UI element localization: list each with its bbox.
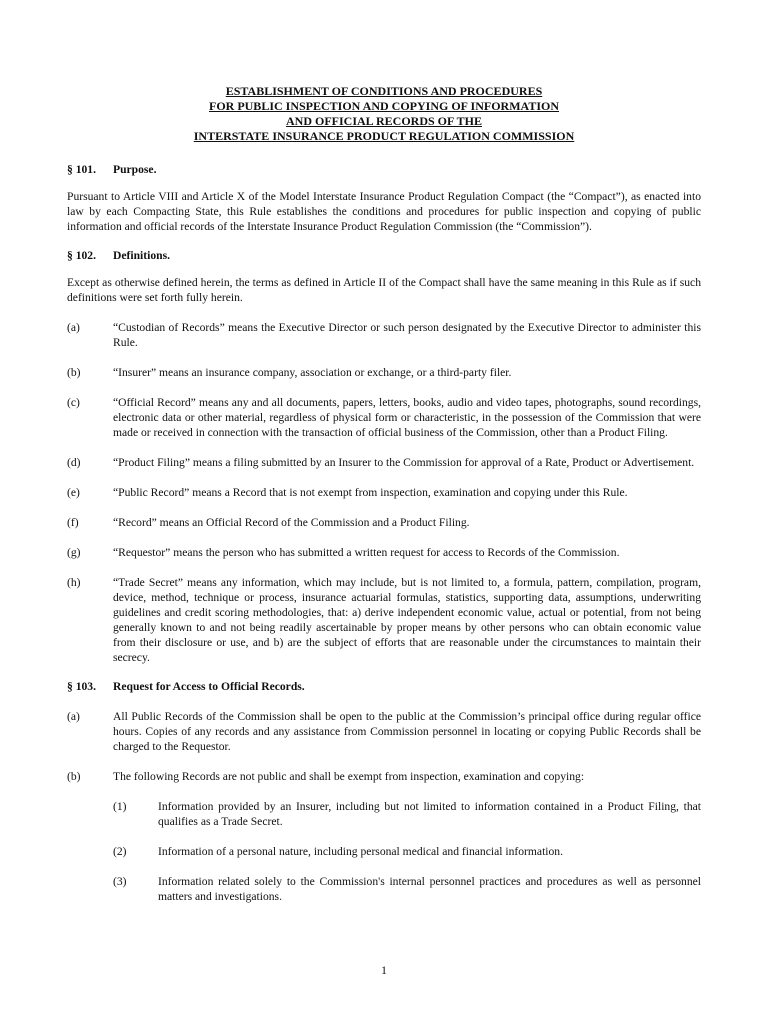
document-page — [67, 84, 701, 904]
document-title — [67, 84, 701, 144]
item-text: “Insurer” means an insurance company, association or exchange, or a third-party filer. — [113, 366, 512, 379]
section-number: § 103. — [67, 680, 96, 693]
item-text: “Official Record” means any and all documents, papers, letters, books, audio and video tapes, photographs, sound recordings, electronic data or other material, regardless of physical form or characteristic, in the possession of the Commission that were made or received in connection with the transaction of official business of the Commission, other than a Product Filing. — [113, 396, 701, 439]
exemption-subitem — [113, 799, 701, 829]
title-line: AND OFFICIAL RECORDS OF THE — [285, 114, 483, 128]
subitem-text: Information provided by an Insurer, including but not limited to information contained in a Product Filing, that qualifies as a Trade Secret. — [158, 800, 701, 828]
item-text: “Requestor” means the person who has submitted a written request for access to Records of the Commission. — [113, 546, 620, 559]
provision-item — [67, 769, 701, 784]
item-text: All Public Records of the Commission shall be open to the public at the Commission’s principal office during regular office hours. Copies of any records and any assistance from Commission personnel in locating or copying Public Records shall be charged to the Requestor. — [113, 710, 701, 753]
item-label: (d) — [67, 456, 81, 469]
section-number: § 101. — [67, 163, 96, 176]
exemption-subitem — [113, 874, 701, 904]
item-label: (a) — [67, 321, 80, 334]
section-101-heading — [67, 162, 701, 177]
title-line: FOR PUBLIC INSPECTION AND COPYING OF INFORMATION — [208, 99, 559, 113]
definition-item — [67, 395, 701, 440]
definition-item — [67, 515, 701, 530]
section-101-text: Pursuant to Article VIII and Article X of the Model Interstate Insurance Product Regulation Compact (the “Compact”), as enacted into law by each Compacting State, this Rule establishes the conditions and procedures for public inspection and copying of public information and official records of the Interstate Insurance Product Regulation Commission (the “Commission”). — [67, 190, 701, 233]
item-label: (b) — [67, 366, 81, 379]
title-line: INTERSTATE INSURANCE PRODUCT REGULATION COMMISSION — [193, 129, 575, 143]
provision-item — [67, 709, 701, 754]
section-title: Request for Access to Official Records. — [113, 680, 305, 693]
definition-item — [67, 545, 701, 560]
section-103-heading — [67, 679, 701, 694]
definition-item — [67, 320, 701, 350]
exemption-subitem — [113, 844, 701, 859]
definition-item — [67, 455, 701, 470]
definition-item — [67, 485, 701, 500]
item-text: “Public Record” means a Record that is not exempt from inspection, examination and copying under this Rule. — [113, 486, 628, 499]
item-label: (b) — [67, 770, 81, 783]
item-text: The following Records are not public and shall be exempt from inspection, examination and copying: — [113, 770, 585, 783]
page-number: 1 — [381, 963, 387, 977]
item-label: (a) — [67, 710, 80, 723]
subitem-text: Information related solely to the Commission's internal personnel practices and procedures as well as personnel matters and investigations. — [158, 875, 701, 903]
section-title: Definitions. — [113, 249, 171, 262]
section-number: § 102. — [67, 249, 96, 262]
section-title: Purpose. — [113, 163, 157, 176]
title-line: ESTABLISHMENT OF CONDITIONS AND PROCEDURES — [225, 84, 543, 98]
definition-item — [67, 365, 701, 380]
item-label: (e) — [67, 486, 80, 499]
subitem-label: (2) — [113, 845, 127, 858]
definition-item — [67, 575, 701, 665]
subitem-label: (3) — [113, 875, 127, 888]
subitem-label: (1) — [113, 800, 127, 813]
subitem-text: Information of a personal nature, including personal medical and financial information. — [158, 845, 564, 858]
item-text: “Custodian of Records” means the Executive Director or such person designated by the Executive Director to administer this Rule. — [113, 321, 701, 349]
item-label: (c) — [67, 396, 80, 409]
item-text: “Record” means an Official Record of the Commission and a Product Filing. — [113, 516, 470, 529]
item-label: (g) — [67, 546, 81, 559]
item-text: “Trade Secret” means any information, which may include, but is not limited to, a formula, pattern, compilation, program, device, method, technique or process, insurance actuarial formulas, statistics, supporting data, assumptions, underwriting guidelines and credit scoring methodologies, that: a) derive independent economic value, actual or potential, from not being generally known to and not being readily ascertainable by proper means by other persons who can obtain economic value from their disclosure or use, and b) are the subject of efforts that are reasonable under the circumstances to maintain their secrecy. — [113, 576, 701, 664]
section-102-heading — [67, 248, 701, 263]
item-label: (f) — [67, 516, 79, 529]
item-label: (h) — [67, 576, 81, 589]
section-102-intro: Except as otherwise defined herein, the terms as defined in Article II of the Compact shall have the same meaning in this Rule as if such definitions were set forth fully herein. — [67, 276, 701, 304]
item-text: “Product Filing” means a filing submitted by an Insurer to the Commission for approval of a Rate, Product or Advertisement. — [113, 456, 695, 469]
